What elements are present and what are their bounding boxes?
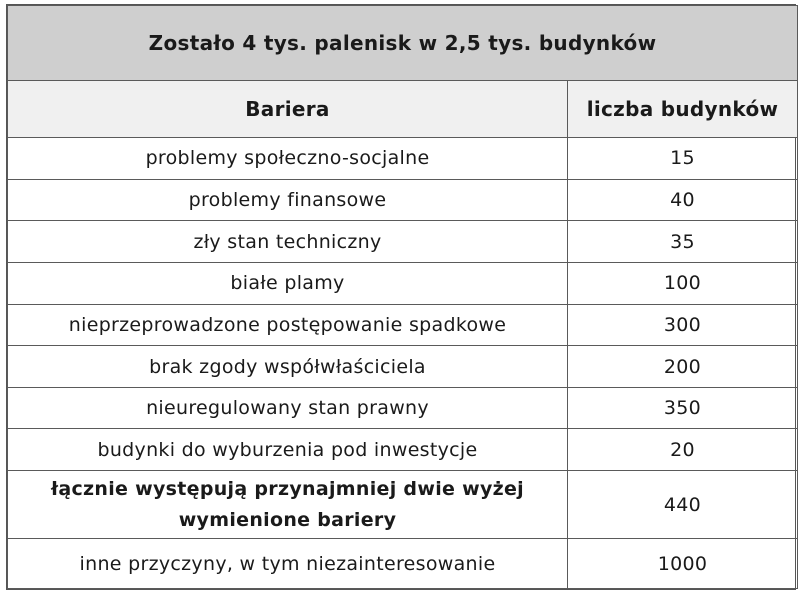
barrier-cell: nieuregulowany stan prawny: [8, 387, 568, 429]
table-title: Zostało 4 tys. palenisk w 2,5 tys. budynków: [8, 6, 798, 81]
table-row: [8, 471, 798, 539]
barriers-table-container: [6, 4, 796, 590]
count-cell: 350: [568, 387, 798, 429]
table-row: [8, 221, 798, 263]
header-barrier: Bariera: [8, 81, 568, 138]
count-cell: 200: [568, 346, 798, 388]
barrier-cell: problemy finansowe: [8, 179, 568, 221]
barriers-table: [7, 5, 798, 589]
count-cell: 35: [568, 221, 798, 263]
barrier-cell: brak zgody współwłaściciela: [8, 346, 568, 388]
count-cell: 1000: [568, 539, 798, 589]
barrier-cell: inne przyczyny, w tym niezainteresowanie: [8, 539, 568, 589]
barrier-cell: nieprzeprowadzone postępowanie spadkowe: [8, 304, 568, 346]
table-row: [8, 262, 798, 304]
barrier-cell: problemy społeczno-socjalne: [8, 138, 568, 180]
table-row: [8, 387, 798, 429]
count-cell: 20: [568, 429, 798, 471]
count-cell: 40: [568, 179, 798, 221]
count-cell: 15: [568, 138, 798, 180]
count-cell: 100: [568, 262, 798, 304]
table-row: [8, 539, 798, 589]
barrier-cell: białe plamy: [8, 262, 568, 304]
table-row: [8, 179, 798, 221]
table-row: [8, 346, 798, 388]
header-building-count: liczba budynków: [568, 81, 798, 138]
table-row: [8, 304, 798, 346]
barrier-cell: budynki do wyburzenia pod inwestycje: [8, 429, 568, 471]
barrier-cell: zły stan techniczny: [8, 221, 568, 263]
table-header-row: [8, 81, 798, 138]
count-cell: 440: [568, 471, 798, 539]
barrier-cell: łącznie występują przynajmniej dwie wyżej wymienione bariery: [8, 471, 568, 539]
count-cell: 300: [568, 304, 798, 346]
table-row: [8, 138, 798, 180]
table-title-row: [8, 6, 798, 81]
table-row: [8, 429, 798, 471]
